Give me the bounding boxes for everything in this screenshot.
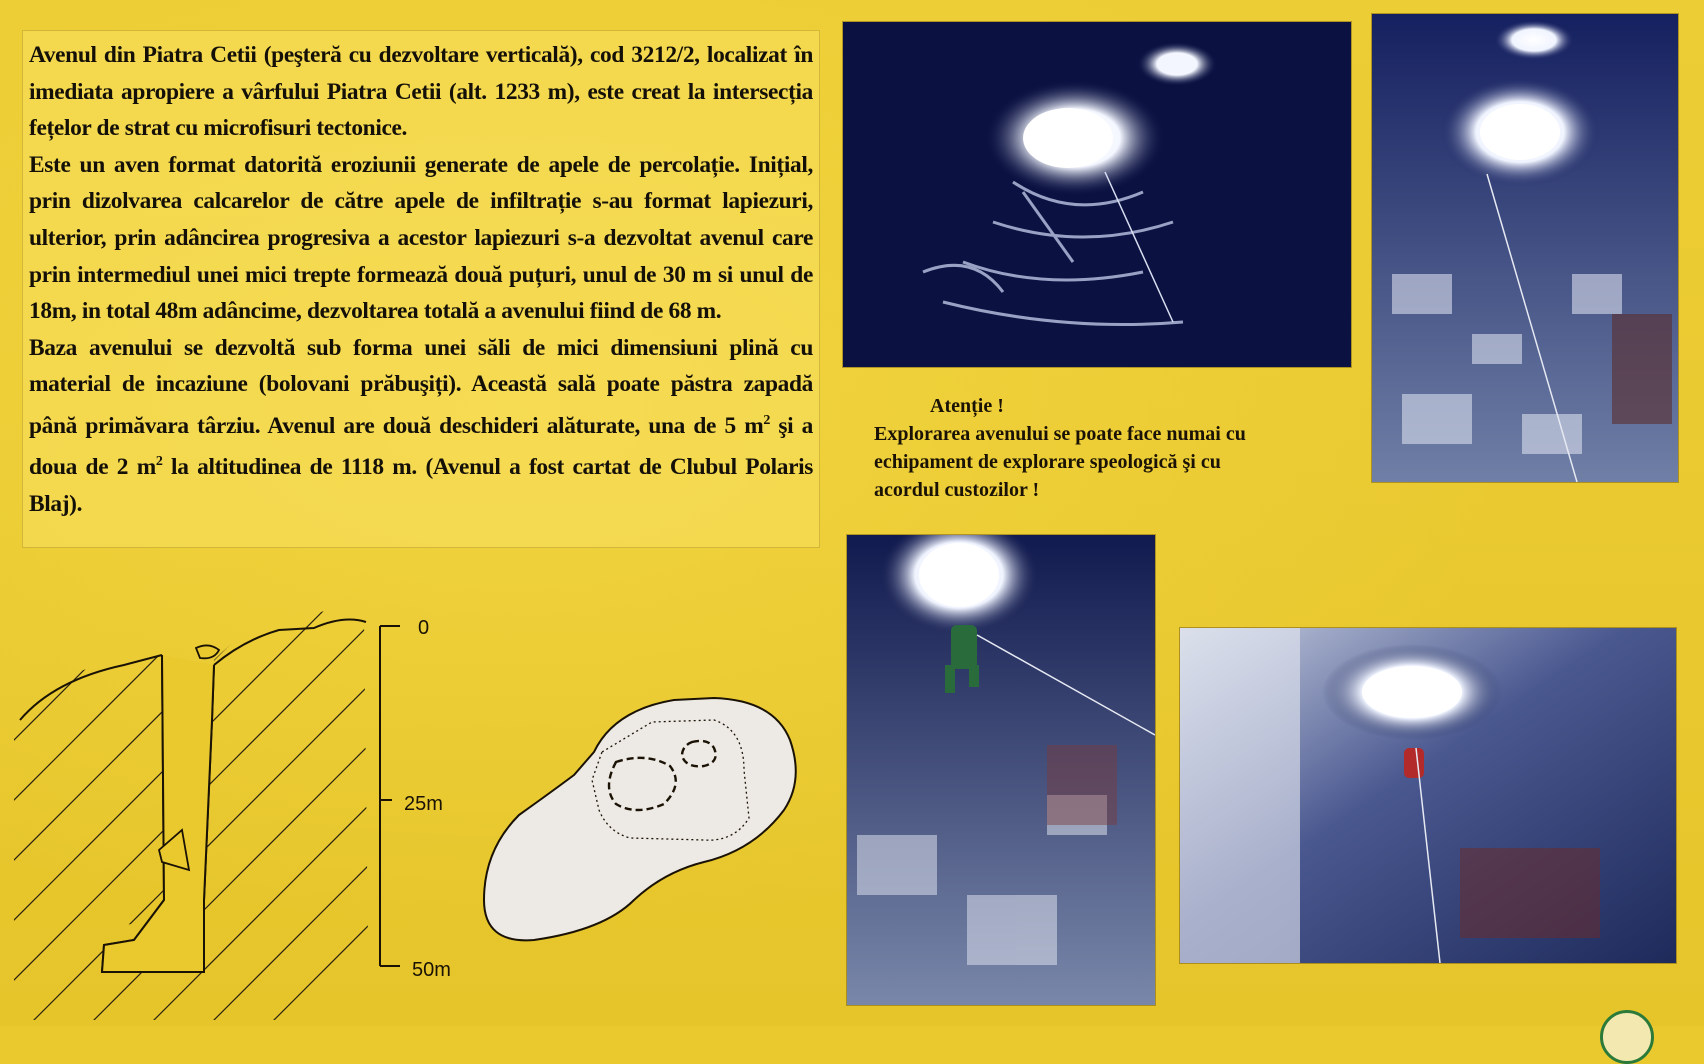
paragraph-3-end: la altitudinea de 1118 m. (Avenul a fost cartat de Clubul Polaris Blaj). xyxy=(29,454,814,517)
warning-line-1: Explorarea avenului se poate face numai cu xyxy=(874,423,1246,445)
depth-scale xyxy=(380,617,451,981)
cave-plan-diagram xyxy=(484,698,796,940)
cave-photo-3 xyxy=(847,535,1155,1005)
warning-title: Atenție ! xyxy=(930,395,1004,417)
scale-label-top: 0 xyxy=(418,617,430,639)
warning-line-3: acordul custozilor ! xyxy=(874,479,1040,501)
description-panel xyxy=(22,30,820,548)
cave-photo-1 xyxy=(843,22,1351,367)
scale-label-mid: 25m xyxy=(404,793,443,815)
cave-diagram xyxy=(14,600,854,1020)
cave-shaft-photo xyxy=(1372,14,1678,482)
description-paragraph-3 xyxy=(29,330,813,523)
cave-entrance-photo xyxy=(843,22,1351,367)
scale-label-bottom: 50m xyxy=(412,959,451,981)
description-paragraph-1: Avenul din Piatra Cetii (peşteră cu dezvoltare verticală), cod 3212/2, localizat în imediata apropiere a vârfului Piatra Cetii (alt. 1233 m), este creat la intersecția fețelor de strat cu microfisuri tectonice. xyxy=(29,42,813,142)
unit-superscript-2: 2 xyxy=(155,454,163,470)
caver-descending-photo xyxy=(847,535,1155,1005)
paragraph-3-middle: şi a doua de 2 m xyxy=(29,412,813,481)
warning-line-2: echipament de explorare speologică şi cu xyxy=(874,451,1221,473)
park-logo xyxy=(1600,1010,1654,1064)
caver-rope-photo xyxy=(1180,628,1676,963)
paragraph-3-start: Baza avenului se dezvoltă sub forma unei săli de mici dimensiuni plină cu material de incaziune (bolovani prăbuşiți). Această sală poate păstra zapadă până primăvara târziu. Avenul are două deschideri alăturate, una de 5 m xyxy=(29,334,813,439)
cave-photo-4 xyxy=(1180,628,1676,963)
warning-notice xyxy=(874,392,1354,504)
description-paragraph-2: Este un aven format datorită eroziunii generate de apele de percolație. Inițial, prin dizolvarea calcarelor de către apele de infiltrație s-au format lapiezuri, ulterior, prin adâncirea progresiva a acestor lapiezuri s-a dezvoltat avenul care prin intermediul unei mici trepte formează două puțuri, unul de 30 m si unul de 18m, in total 48m adâncime, dezvoltarea totală a avenului fiind de 68 m. xyxy=(29,151,813,325)
cave-photo-2 xyxy=(1372,14,1678,482)
unit-superscript-1: 2 xyxy=(763,412,770,428)
